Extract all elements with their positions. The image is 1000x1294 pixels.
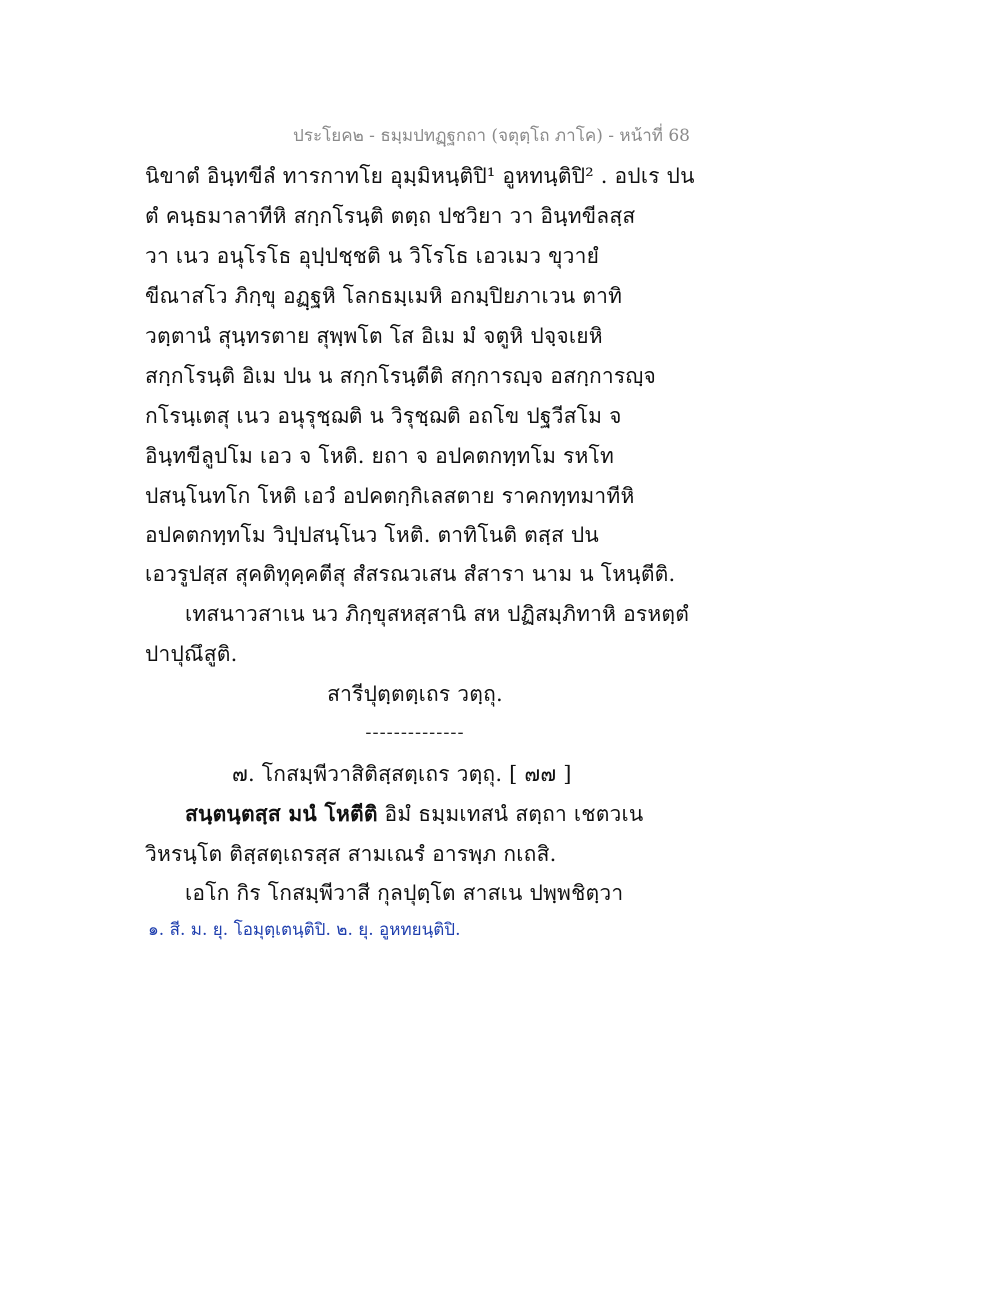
footnote: ๑. สี. ม. ยุ. โอมุตฺเตนฺติปิ. ๒. ยุ. อูหทยนฺติปิ. <box>148 920 461 940</box>
section-divider: -------------- <box>365 722 465 743</box>
running-header: ประโยค๒ - ธมฺมปทฏฺฐกถา (จตุตฺโถ ภาโค) - หน้าที่ 68 <box>293 126 690 146</box>
body-line: ขีณาสโว ภิกฺขุ อฏฺฐหิ โลกธมฺเมหิ อกมฺปิยภาเวน ตาทิ <box>145 284 623 308</box>
section-body-line: เอโก กิร โกสมฺพีวาสี กุลปุตฺโต สาสเน ปพฺพชิตฺวา <box>185 881 624 905</box>
section-body-line <box>185 798 643 831</box>
body-line: สกฺกโรนฺติ อิเม ปน น สกฺกโรนฺตีติ สกฺการญฺจ อสกฺการญฺจ <box>145 364 657 388</box>
body-line: อินฺทขีลูปโม เอว จ โหติ. ยถา จ อปคตกทฺทโม รหโท <box>145 444 615 468</box>
body-line: อปคตกทฺทโม วิปฺปสนฺโนว โหติ. ตาทิโนติ ตสฺส ปน <box>145 523 599 547</box>
section-body-line: วิหรนฺโต ติสฺสตฺเถรสฺส สามเณรํ อารพฺภ กเถสิ. <box>145 842 557 866</box>
body-line: วา เนว อนุโรโธ อุปฺปชฺชติ น วิโรโธ เอวเมว ขุวายํ <box>145 244 600 268</box>
story-end-title: สารีปุตฺตตฺเถร วตฺถุ. <box>327 682 503 706</box>
quoted-verse: สนฺตนฺตสฺส มนํ โหตีติ <box>185 801 378 826</box>
body-line: วตฺตานํ สุนฺทรตาย สุพฺพโต โส อิเม มํ จตูหิ ปจฺจเยหิ <box>145 324 603 348</box>
body-line: ตํ คนฺธมาลาทีหิ สกฺกโรนฺติ ตตฺถ ปชวิยา วา อินฺทขีลสฺส <box>145 204 636 228</box>
body-line: นิขาตํ อินฺทขีลํ ทารกาทโย อุมฺมิหนฺติปิ¹ อูหทนฺติปิ² . อปเร ปน <box>145 164 695 188</box>
body-line: กโรนฺเตสุ เนว อนุรุชฺฌติ น วิรุชฺฌติ อถโข ปฐวีสโม จ <box>145 404 622 428</box>
body-line: เอวรูปสฺส สุคติทุคฺคตีสุ สํสรณวเสน สํสารา นาม น โหนฺตีติ. <box>145 562 676 586</box>
paragraph-line: ปาปุณึสูติ. <box>145 642 238 666</box>
section-heading: ๗. โกสมฺพีวาสิติสฺสตฺเถร วตฺถุ. [ ๗๗ ] <box>232 762 572 786</box>
body-line: ปสนฺโนทโก โหติ เอวํ อปคตกฺกิเลสตาย ราคกทฺทมาทีหิ <box>145 484 635 508</box>
paragraph-line: เทสนาวสาเน นว ภิกฺขุสหสฺสานิ สห ปฏิสมฺภิทาหิ อรหตฺตํ <box>185 602 690 626</box>
section-text: อิมํ ธมฺมเทสนํ สตฺถา เชตวเน <box>377 802 644 826</box>
